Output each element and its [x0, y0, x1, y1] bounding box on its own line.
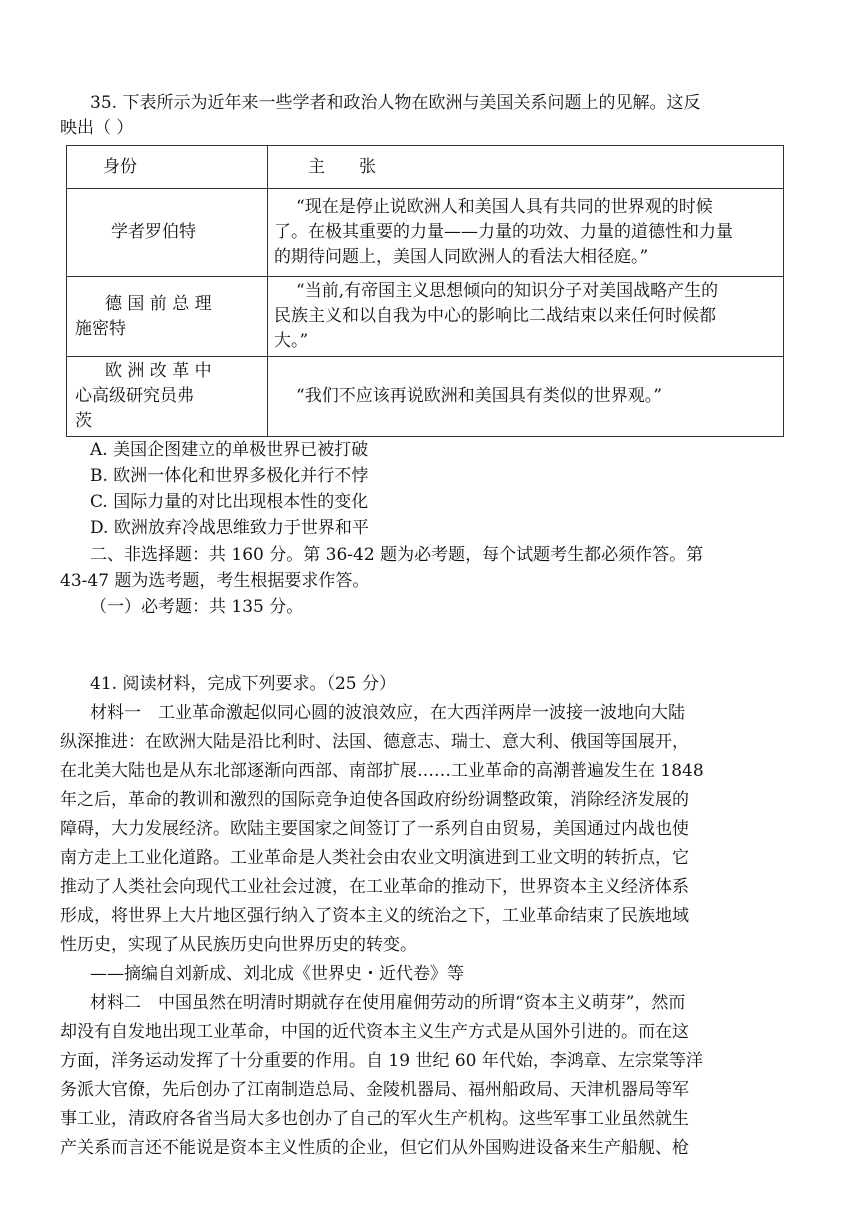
- option-b: B. 欧洲一体化和世界多极化并行不悖: [90, 466, 369, 486]
- header-identity: 身份: [67, 146, 268, 189]
- identity-cell: [67, 357, 268, 437]
- material-1-line: 南方走上工业化道路。工业革命是人类社会由农业文明演进到工业文明的转折点，它: [60, 848, 689, 868]
- identity-text: 欧 洲 改 革 中: [105, 361, 212, 381]
- claim-cell: [268, 189, 784, 277]
- material-1-line: 纵深推进：在欧洲大陆是沿比利时、法国、德意志、瑞士、意大利、俄国等国展开，: [60, 732, 689, 752]
- claim-line: 了。在极其重要的力量——力量的功效、力量的道德性和力量: [274, 222, 733, 242]
- claim-line: 的期待问题上，美国人同欧洲人的看法大相径庭。”: [274, 247, 649, 267]
- identity-text: 茨: [75, 411, 92, 431]
- material-2-line: 材料二 中国虽然在明清时期就存在使用雇佣劳动的所谓“资本主义萌芽”，然而: [90, 993, 686, 1013]
- option-c: C. 国际力量的对比出现根本性的变化: [90, 492, 369, 512]
- material-1-source: ——摘编自刘新成、刘北成《世界史・近代卷》等: [90, 964, 464, 984]
- header-claim: 主 张: [268, 146, 784, 189]
- identity-text: 学者罗伯特: [111, 222, 196, 242]
- identity-cell: [67, 189, 268, 277]
- identity-text: 心高级研究员弗: [75, 386, 194, 406]
- table-row: [67, 357, 784, 437]
- material-1-line: 性历史，实现了从民族历史向世界历史的转变。: [60, 935, 417, 955]
- table-header-row: [67, 146, 784, 189]
- material-1-line: 在北美大陆也是从东北部逐渐向西部、南部扩展……工业革命的高潮普遍发生在 1848: [60, 761, 704, 781]
- question-41: [60, 670, 802, 1163]
- question-35-options: [90, 437, 369, 541]
- identity-cell: [67, 277, 268, 357]
- option-d: D. 欧洲放弃冷战思维致力于世界和平: [90, 518, 369, 538]
- identity-text: 施密特: [75, 318, 126, 339]
- table-row: [67, 189, 784, 277]
- material-2-line: 产关系而言还不能说是资本主义性质的企业，但它们从外国购进设备来生产船舰、枪: [60, 1138, 689, 1158]
- section-2-line1: 二、非选择题：共 160 分。第 36-42 题为必考题，每个试题考生都必须作答。第: [90, 545, 704, 565]
- option-a: A. 美国企图建立的单极世界已被打破: [90, 440, 369, 460]
- identity-text: 德 国 前 总 理: [105, 293, 212, 314]
- material-1-line: 推动了人类社会向现代工业社会过渡，在工业革命的推动下，世界资本主义经济体系: [60, 877, 689, 897]
- question-35-stem-line2: 映出（ ）: [60, 118, 134, 138]
- material-1-line: 材料一 工业革命激起似同心圆的波浪效应，在大西洋两岸一波接一波地向大陆: [90, 703, 685, 723]
- claim-line: “当前,有帝国主义思想倾向的知识分子对美国战略产生的: [296, 281, 719, 301]
- material-2-line: 方面，洋务运动发挥了十分重要的作用。自 19 世纪 60 年代始，李鸿章、左宗棠等洋: [60, 1051, 703, 1071]
- question-35-stem-line1: 35. 下表所示为近年来一些学者和政治人物在欧洲与美国关系问题上的见解。这反: [90, 93, 701, 113]
- question-41-title: 41. 阅读材料，完成下列要求。（25 分）: [90, 674, 396, 694]
- claim-line: 大。”: [274, 331, 309, 351]
- material-1-line: 障碍，大力发展经济。欧陆主要国家之间签订了一系列自由贸易，美国通过内战也使: [60, 819, 689, 839]
- claim-line: “我们不应该再说欧洲和美国具有类似的世界观。”: [296, 386, 662, 406]
- claim-line: “现在是停止说欧洲人和美国人具有共同的世界观的时候: [296, 197, 713, 217]
- section-2-subheading: （一）必考题：共 135 分。: [90, 597, 304, 617]
- claim-line: 民族主义和以自我为中心的影响比二战结束以来任何时候都: [274, 306, 716, 326]
- material-1-line: 年之后，革命的教训和激烈的国际竞争迫使各国政府纷纷调整政策，消除经济发展的: [60, 790, 689, 810]
- table-row: [67, 277, 784, 357]
- question-35: [60, 90, 800, 141]
- material-1-line: 形成，将世界上大片地区强行纳入了资本主义的统治之下，工业革命结束了民族地域: [60, 906, 689, 926]
- section-2-line2: 43-47 题为选考题，考生根据要求作答。: [60, 571, 370, 591]
- section-2-header: [60, 542, 800, 620]
- claim-cell: [268, 277, 784, 357]
- material-2-line: 事工业，清政府各省当局大多也创办了自己的军火生产机构。这些军事工业虽然就生: [60, 1109, 689, 1129]
- material-2-line: 务派大官僚，先后创办了江南制造总局、金陵机器局、福州船政局、天津机器局等军: [60, 1080, 689, 1100]
- material-2-line: 却没有自发地出现工业革命，中国的近代资本主义生产方式是从国外引进的。而在这: [60, 1022, 689, 1042]
- views-table: [66, 145, 784, 437]
- claim-cell: [268, 357, 784, 437]
